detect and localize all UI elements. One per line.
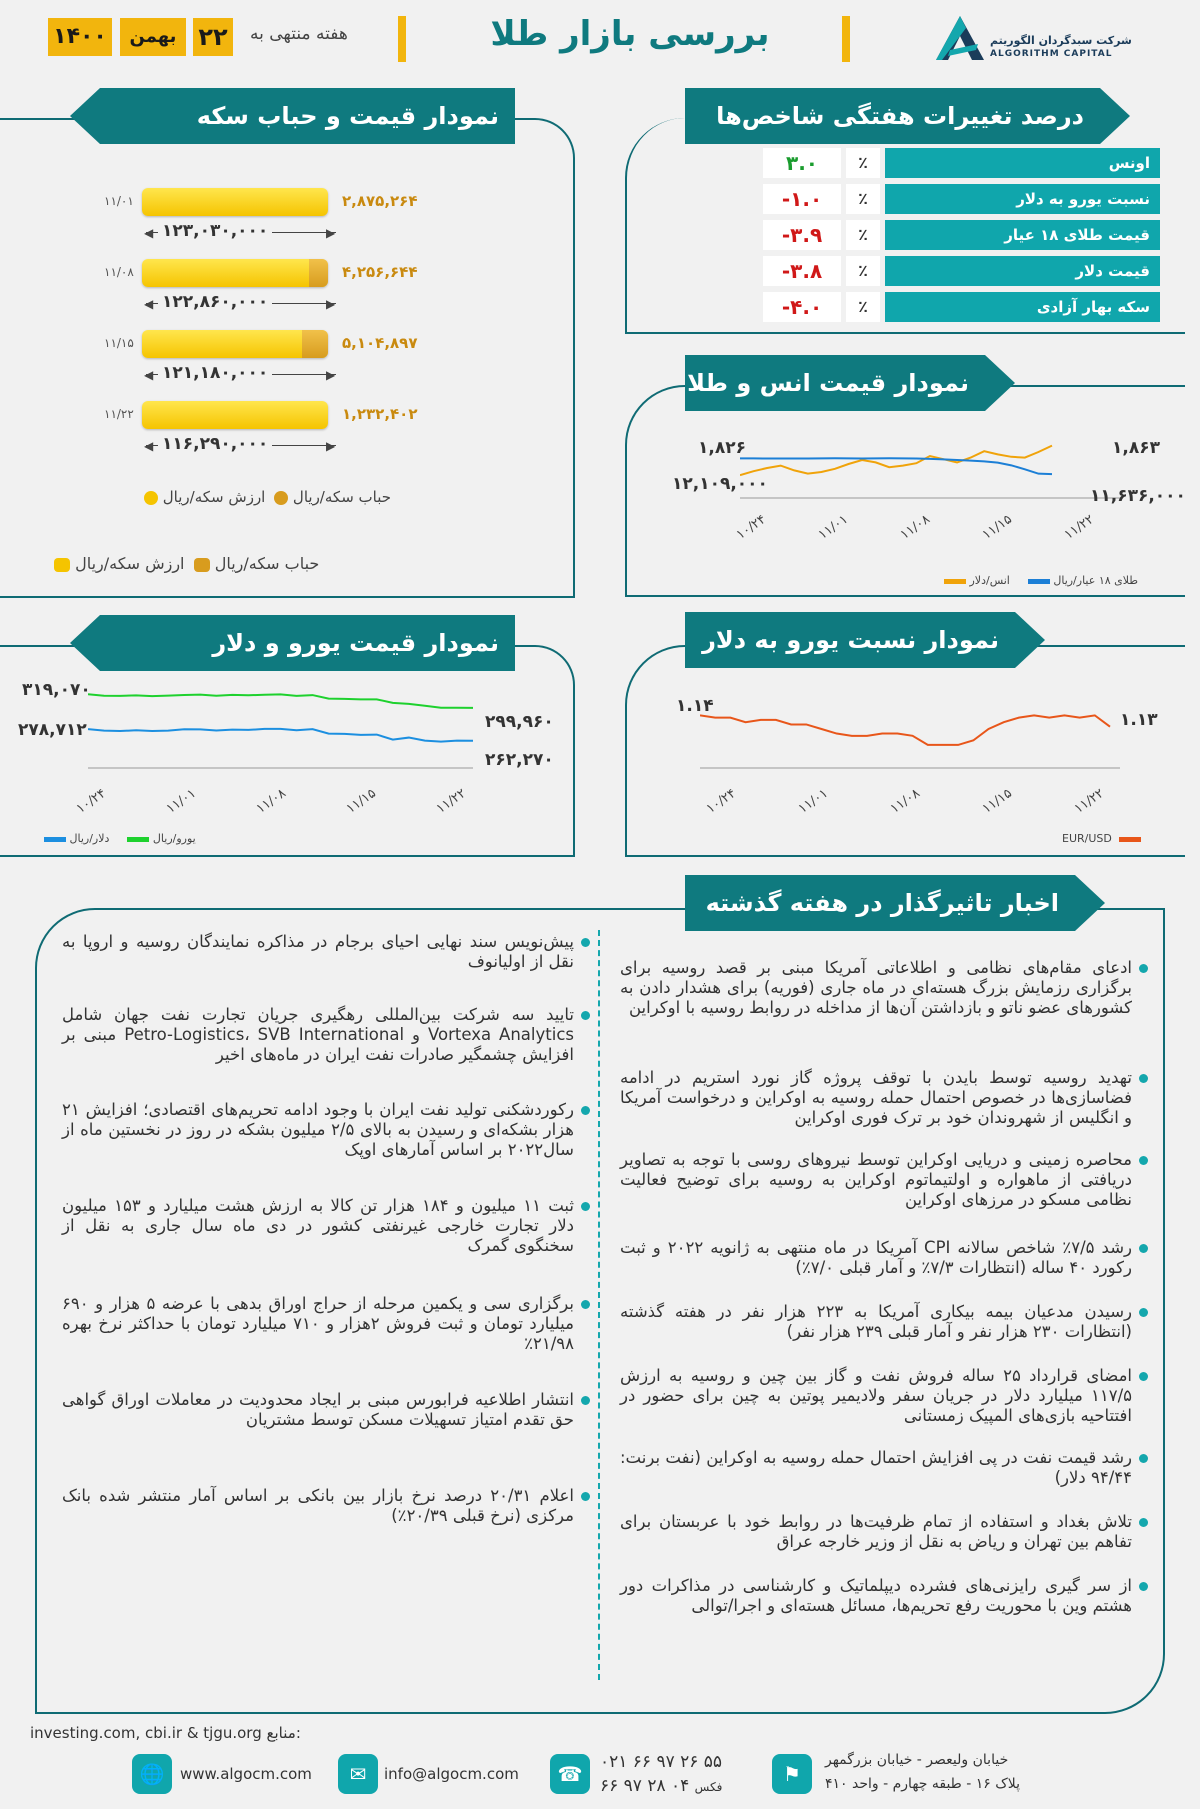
legend-bubble-label: حباب سکه/ریال [292, 488, 392, 506]
tab-arrow [1075, 875, 1105, 931]
bullet-icon [581, 938, 590, 947]
mail-icon: ✉ [338, 1754, 378, 1794]
arrow-right-icon: ▶ [326, 368, 336, 382]
coin-bubble-value: ۱,۲۳۲,۴۰۲ [342, 405, 418, 423]
news-item-text: رشد قیمت نفت در پی افزایش احتمال حمله روسیه به اوکراین (نفت برنت: ۹۴/۴۴ دلار) [620, 1448, 1132, 1487]
sources-text: investing.com, cbi.ir & tjgu.org [30, 1724, 262, 1742]
ounce_gold-tick: ۱۱/۲۲ [1061, 512, 1097, 543]
legend-ounce-label: انس/دلار [969, 574, 1010, 587]
legend-dollar-label: دلار/ریال [69, 832, 110, 845]
date-day: ۲۲ [193, 18, 233, 56]
weekly-row-label: قیمت طلای ۱۸ عیار [885, 220, 1160, 250]
news-item-text: رسیدن مدعیان بیمه بیکاری آمریکا به ۲۲۳ هزار نفر در هفته گذشته (انتظارات ۲۳۰ هزار نفر و آمار قبلی ۲۳۹ هزار نفر) [620, 1302, 1133, 1341]
news-item-text: ادعای مقام‌های نظامی و اطلاعاتی آمریکا مبنی بر قصد روسیه برای برگزاری رزمایش بزرگ هسته‌ای در ماه جاری (فوریه) برای هشدار دادن به کشورهای عضو ناتو و بازداشتن آن‌ها از مداخله در روابط روسیه با اوکراین [620, 958, 1132, 1017]
coin-legend-small [140, 488, 391, 506]
ounce-gold-chart [740, 440, 1120, 500]
news-item [62, 932, 574, 972]
news-item-text: تهدید روسیه توسط بایدن با توقف پروژه گاز نورد استریم در ادامه فضاسازی‌ها در خصوص احتمال حمله روسیه به اوکراین و درخواست آمریکا و انگلیس از شهروندان خود بر ترک فوری اوکراین [620, 1068, 1132, 1127]
ounce-start-label: ۱,۸۲۶ [698, 438, 746, 458]
news-item-text: رشد ۷/۵٪ شاخص سالانه CPI آمریکا در ماه منتهی به ژانویه ۲۰۲۲ و ثبت رکورد ۴۰ ساله (انتظارات ۷/۳٪ و آمار قبلی ۷/۰٪) [620, 1238, 1133, 1277]
header [0, 0, 1200, 80]
coin-bubble-value: ۵,۱۰۴,۸۹۷ [342, 334, 418, 352]
weekly-row-value: ۳.۰ [763, 148, 841, 178]
ounce_gold-tick: ۱۱/۱۵ [979, 512, 1015, 543]
eurusd-title: نمودار نسبت یورو به دلار [685, 612, 1015, 668]
arrow-left-icon: ◀ [144, 297, 154, 311]
eurusd-end-label: ۱.۱۳ [1120, 710, 1158, 730]
arrow-left-icon: ◀ [144, 368, 154, 382]
globe-icon: 🌐 [132, 1754, 172, 1794]
news-item-text: انتشار اطلاعیه فرابورس مبنی بر ایجاد محدودیت در معاملات اوراق گواهی حق تقدم امتیاز تسهیلات مسکن توسط مشتریان [62, 1390, 574, 1429]
gold-end-label: ۱۱,۶۳۶,۰۰۰ [1090, 486, 1186, 506]
news-item [620, 1512, 1132, 1552]
coin-value-bar [142, 330, 328, 358]
euro_dollar-tick: ۱۰/۲۴ [73, 786, 109, 817]
news-item [620, 1068, 1132, 1128]
legend-value-swatch [144, 491, 158, 505]
news-item [62, 1100, 574, 1160]
coin-legend [50, 554, 319, 573]
phone-number: ۰۲۱ ۶۶ ۹۷ ۲۶ ۵۵ [600, 1752, 723, 1772]
eurusd-tick: ۱۱/۰۸ [887, 786, 923, 817]
legend-value-label: ارزش سکه/ریال [162, 488, 266, 506]
tab-arrow [1015, 612, 1045, 668]
weekly-row-value: -۳.۹ [763, 220, 841, 250]
euro_dollar-tick: ۱۱/۰۸ [253, 786, 289, 817]
date-month: بهمن [120, 18, 186, 56]
coin-row-date: ۱۱/۱۵ [104, 336, 134, 350]
ounce-end-label: ۱,۸۶۳ [1112, 438, 1160, 458]
news-item-text: از سر گیری رایزنی‌های فشرده دیپلماتیک و کارشناسی در مذاکرات دور هشتم وین با محوریت رفع تحریم‌ها، مسائل هسته‌ای و اجرا/توالی [620, 1576, 1132, 1615]
header-divider [842, 16, 850, 62]
legend-euro-swatch [127, 837, 149, 842]
news-item-text: پیش‌نویس سند نهایی احیای برجام در مذاکره نمایندگان روسیه و اروپا به نقل از اولیانوف [62, 932, 574, 971]
header-divider [398, 16, 406, 62]
website-link[interactable]: www.algocm.com [180, 1765, 312, 1783]
coin-bubble-value: ۴,۲۵۶,۶۴۴ [342, 263, 418, 281]
news-item [62, 1294, 574, 1354]
bullet-icon [581, 1011, 590, 1020]
date-year: ۱۴۰۰ [48, 18, 112, 56]
bullet-icon [581, 1202, 590, 1211]
euro-dollar-title: نمودار قیمت یورو و دلار [100, 615, 515, 671]
news-item-text: تلاش بغداد و استفاده از تمام ظرفیت‌ها در روابط خود با عربستان برای تفاهم بین تهران و ریاض به نقل از وزیر خارجه عراق [620, 1512, 1132, 1551]
news-item-text: برگزاری سی و یکمین مرحله از حراج اوراق بدهی با عرضه ۵ هزار و ۶۹۰ میلیارد تومان و ثبت فروش ۲هزار و ۷۱۰ میلیارد تومان با حداکثر نرخ بهره ۲۱/۹۸٪ [62, 1294, 575, 1353]
news-title: اخبار تاثیرگذار در هفته گذشته [685, 875, 1075, 931]
news-item-text: اعلام ۲۰/۳۱ درصد نرخ بازار بین بانکی بر اساس آمار منتشر شده بانک مرکزی (نرخ قبلی ۲۰/۳۹٪) [62, 1486, 574, 1525]
euro-end-label: ۲۹۹,۹۶۰ [485, 712, 554, 732]
eurusd-chart [700, 700, 1120, 770]
coin-bubble-value: ۲,۸۷۵,۲۶۴ [342, 192, 418, 210]
legend-dollar-swatch [44, 837, 66, 842]
weekly-row-percent-sign: ٪ [846, 184, 880, 214]
weekly-row-value: -۱.۰ [763, 184, 841, 214]
dollar-series-line [88, 729, 473, 742]
eurusd-start-label: ۱.۱۴ [676, 696, 714, 716]
weekly-row-label: قیمت دلار [885, 256, 1160, 286]
weekly-row [685, 292, 1160, 322]
news-item [620, 1576, 1132, 1616]
weekly-row-percent-sign: ٪ [846, 292, 880, 322]
eurusd-series-line [700, 715, 1110, 745]
euro-start-label: ۳۱۹,۰۷۰ [22, 680, 91, 700]
coin-value-bar [142, 259, 328, 287]
weekly-title: درصد تغییرات هفتگی شاخص‌ها [685, 88, 1100, 144]
news-item [620, 1238, 1132, 1278]
news-item [620, 1302, 1132, 1342]
bullet-icon [1139, 1518, 1148, 1527]
news-item-text: ثبت ۱۱ میلیون و ۱۸۴ هزار تن کالا به ارزش هشت میلیارد و ۱۵۳ میلیون دلار تجارت خارجی غیرنفتی کشور در دی ماه سال جاری به نقل از سخنگوی گمرک [62, 1196, 574, 1255]
legend-bubble-swatch [274, 491, 288, 505]
weekly-row-value: -۴.۰ [763, 292, 841, 322]
coin-value-bar [142, 401, 328, 429]
coin-value: ۱۱۶,۲۹۰,۰۰۰ [158, 434, 272, 454]
tab-arrow [985, 355, 1015, 411]
tab-arrow [70, 88, 100, 144]
weekly-row-label: اونس [885, 148, 1160, 178]
weekly-row-percent-sign: ٪ [846, 220, 880, 250]
bullet-icon [1139, 1454, 1148, 1463]
eurusd-tick: ۱۰/۲۴ [703, 786, 739, 817]
bullet-icon [1139, 964, 1148, 973]
ounce_gold-tick: ۱۱/۰۱ [815, 512, 851, 543]
dollar-end-label: ۲۶۲,۲۷۰ [485, 750, 554, 770]
coin-row-date: ۱۱/۰۸ [104, 265, 134, 279]
legend-eurusd-swatch [1119, 837, 1141, 842]
euro_dollar-tick: ۱۱/۰۱ [163, 786, 199, 817]
coin-value: ۱۲۲,۸۶۰,۰۰۰ [158, 292, 272, 312]
news-item [62, 1390, 574, 1430]
bullet-icon [1139, 1156, 1148, 1165]
eurusd-tick: ۱۱/۱۵ [979, 786, 1015, 817]
ounce_gold-tick: ۱۰/۲۴ [733, 512, 769, 543]
tab-arrow [1100, 88, 1130, 144]
address-line1: خیابان ولیعصر - خیابان بزرگمهر [825, 1752, 1009, 1768]
legend-euro-label: یورو/ریال [152, 832, 196, 845]
email-link[interactable]: info@algocm.com [384, 1765, 519, 1783]
news-item-text: امضای قرارداد ۲۵ ساله فروش نفت و گاز بین چین و روسیه به ارزش ۱۱۷/۵ میلیارد دلار در جریان سفر ولادیمیر پوتین به چین برای حضور در افتتاحیه بازی‌های المپیک زمستانی [620, 1366, 1132, 1425]
date-label: هفته منتهی به [250, 24, 348, 44]
coin-row-date: ۱۱/۰۱ [104, 194, 134, 208]
gold-start-label: ۱۲,۱۰۹,۰۰۰ [672, 474, 768, 494]
legend-eurusd-label: EUR/USD [1062, 832, 1112, 845]
logo-icon [932, 14, 988, 62]
fax-value: ۶۶ ۹۷ ۲۸ ۰۴ [600, 1776, 690, 1796]
fax-number [600, 1776, 722, 1796]
legend-value-label: ارزش سکه/ریال [75, 554, 185, 573]
coin-value-bar [142, 188, 328, 216]
bullet-icon [1139, 1372, 1148, 1381]
euro-series-line [88, 694, 473, 708]
bullet-icon [581, 1106, 590, 1115]
legend-gold-label: طلای ۱۸ عیار/ریال [1053, 574, 1139, 587]
news-item [62, 1486, 574, 1526]
weekly-row-percent-sign: ٪ [846, 148, 880, 178]
euro_dollar-tick: ۱۱/۱۵ [343, 786, 379, 817]
ounce-series-line [740, 446, 1052, 476]
legend-gold-swatch [1028, 579, 1050, 584]
legend-value-swatch [54, 558, 70, 572]
arrow-right-icon: ▶ [326, 297, 336, 311]
legend-ounce-swatch [944, 579, 966, 584]
euro-dollar-legend [40, 832, 196, 845]
legend-bubble-label: حباب سکه/ریال [214, 554, 320, 573]
arrow-right-icon: ▶ [326, 226, 336, 240]
sources-label: منابع: [266, 1724, 301, 1742]
tab-arrow [70, 615, 100, 671]
bullet-icon [581, 1300, 590, 1309]
euro-dollar-chart [88, 690, 473, 770]
location-icon: ⚑ [772, 1754, 812, 1794]
news-item [620, 958, 1132, 1018]
eurusd-legend [1062, 832, 1141, 845]
ounce_gold-tick: ۱۱/۰۸ [897, 512, 933, 543]
sources [30, 1724, 301, 1742]
arrow-right-icon: ▶ [326, 439, 336, 453]
news-item-text: رکوردشکنی تولید نفت ایران با وجود ادامه تحریم‌های اقتصادی؛ افزایش ۲۱ هزار بشکه‌ای و رسیدن به بالای ۲/۵ میلیون بشکه در روز در نخستین ماه از سال۲۰۲۲ بر اساس آمارهای اوپک [62, 1100, 574, 1159]
news-item [620, 1366, 1132, 1426]
weekly-row [685, 148, 1160, 178]
weekly-row [685, 184, 1160, 214]
weekly-row [685, 220, 1160, 250]
dollar-start-label: ۲۷۸,۷۱۲ [18, 720, 87, 740]
news-item [62, 1196, 574, 1256]
bullet-icon [1139, 1074, 1148, 1083]
weekly-row-percent-sign: ٪ [846, 256, 880, 286]
news-item-text: محاصره زمینی و دریایی اوکراین توسط نیروهای روسی با توجه به تصاویر دریافتی از ماهواره و اولتیماتوم اوکراین به روسیه برای توضیح فعالیت نظامی مسکو در مرزهای اوکراین [620, 1150, 1132, 1209]
bullet-icon [1139, 1582, 1148, 1591]
bullet-icon [581, 1396, 590, 1405]
weekly-row-label: نسبت یورو به دلار [885, 184, 1160, 214]
weekly-row-value: -۳.۸ [763, 256, 841, 286]
eurusd-tick: ۱۱/۰۱ [795, 786, 831, 817]
news-item-text: تایید سه شرکت بین‌المللی رهگیری جریان تجارت نفت جهان شامل Vortexa Analytics و Petro-Logistics، SVB International مبنی بر افزایش چشمگیر صادرات نفت ایران در ماه‌های اخیر [62, 1005, 574, 1064]
eurusd-tick: ۱۱/۲۲ [1071, 786, 1107, 817]
fax-label: فکس [694, 1780, 723, 1794]
phone-icon: ☎ [550, 1754, 590, 1794]
bullet-icon [1139, 1244, 1148, 1253]
logo-text: شرکت سبدگردان الگوریتم [990, 34, 1132, 47]
news-item [620, 1150, 1132, 1210]
bullet-icon [581, 1492, 590, 1501]
arrow-left-icon: ◀ [144, 439, 154, 453]
address-line2: پلاک ۱۶ - طبقه چهارم - واحد ۴۱۰ [825, 1776, 1021, 1792]
coin-bubble-bar [302, 330, 328, 358]
coin-title: نمودار قیمت و حباب سکه [100, 88, 515, 144]
news-divider [598, 930, 600, 1680]
ounce-gold-title: نمودار قیمت انس و طلا [685, 355, 985, 411]
ounce-gold-legend [940, 574, 1138, 587]
news-item [62, 1005, 574, 1065]
weekly-row [685, 256, 1160, 286]
weekly-row-label: سکه بهار آزادی [885, 292, 1160, 322]
coin-row-date: ۱۱/۲۲ [104, 407, 134, 421]
bullet-icon [1139, 1308, 1148, 1317]
coin-value: ۱۲۱,۱۸۰,۰۰۰ [158, 363, 272, 383]
coin-bubble-bar [309, 259, 328, 287]
legend-bubble-swatch [194, 558, 210, 572]
page-title: بررسی بازار طلا [490, 14, 770, 54]
arrow-left-icon: ◀ [144, 226, 154, 240]
news-item [620, 1448, 1132, 1488]
euro_dollar-tick: ۱۱/۲۲ [433, 786, 469, 817]
logo-text-en: ALGORITHM CAPITAL [990, 49, 1113, 59]
coin-value: ۱۲۳,۰۳۰,۰۰۰ [158, 221, 272, 241]
